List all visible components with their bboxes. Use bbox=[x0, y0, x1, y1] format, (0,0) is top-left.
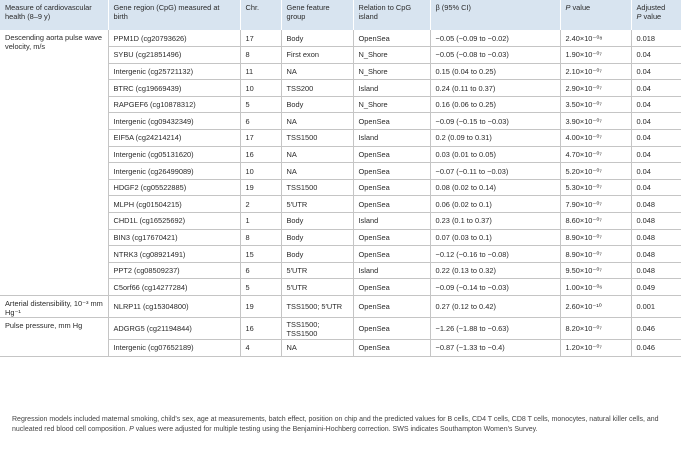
gene-region-cell: EIF5A (cg24214214) bbox=[108, 130, 240, 147]
chr-cell: 5 bbox=[240, 279, 281, 296]
feature-cell: 5′UTR bbox=[281, 262, 353, 279]
gene-region-cell: NLRP11 (cg15304800) bbox=[108, 296, 240, 318]
header-gene-region: Gene region (CpG) measured at birth bbox=[108, 0, 240, 30]
p-value-cell: 2.90×10⁻⁰⁷ bbox=[560, 80, 631, 97]
p-value-cell: 2.40×10⁻⁰⁸ bbox=[560, 30, 631, 47]
relation-cell: Island bbox=[353, 130, 430, 147]
beta-cell: −0.09 (−0.14 to −0.03) bbox=[430, 279, 560, 296]
gene-region-cell: RAPGEF6 (cg10878312) bbox=[108, 96, 240, 113]
chr-cell: 8 bbox=[240, 47, 281, 64]
feature-cell: 5′UTR bbox=[281, 279, 353, 296]
header-p-letter: P bbox=[565, 3, 571, 12]
p-value-cell: 1.00×10⁻⁰⁶ bbox=[560, 279, 631, 296]
adjusted-p-cell: 0.04 bbox=[631, 146, 681, 163]
header-adj-letter: P bbox=[636, 12, 642, 21]
gene-region-cell: BIN3 (cg17670421) bbox=[108, 229, 240, 246]
beta-cell: 0.16 (0.06 to 0.25) bbox=[430, 96, 560, 113]
chr-cell: 6 bbox=[240, 262, 281, 279]
gene-region-cell: PPM1D (cg20793626) bbox=[108, 30, 240, 47]
feature-cell: NA bbox=[281, 146, 353, 163]
adjusted-p-cell: 0.048 bbox=[631, 196, 681, 213]
beta-cell: −0.05 (−0.09 to −0.02) bbox=[430, 30, 560, 47]
gene-region-cell: NTRK3 (cg08921491) bbox=[108, 246, 240, 263]
header-chr: Chr. bbox=[240, 0, 281, 30]
relation-cell: OpenSea bbox=[353, 113, 430, 130]
chr-cell: 17 bbox=[240, 130, 281, 147]
gene-region-cell: Intergenic (cg26499089) bbox=[108, 163, 240, 180]
chr-cell: 10 bbox=[240, 163, 281, 180]
gene-region-cell: Intergenic (cg05131620) bbox=[108, 146, 240, 163]
relation-cell: OpenSea bbox=[353, 279, 430, 296]
adjusted-p-cell: 0.04 bbox=[631, 47, 681, 64]
beta-cell: 0.22 (0.13 to 0.32) bbox=[430, 262, 560, 279]
chr-cell: 4 bbox=[240, 340, 281, 357]
adjusted-p-cell: 0.018 bbox=[631, 30, 681, 47]
table-footnote bbox=[12, 415, 672, 434]
header-relation: Relation to CpG island bbox=[353, 0, 430, 30]
relation-cell: OpenSea bbox=[353, 318, 430, 340]
chr-cell: 8 bbox=[240, 229, 281, 246]
table-row bbox=[0, 318, 681, 340]
header-adjusted-p bbox=[631, 0, 681, 30]
chr-cell: 17 bbox=[240, 30, 281, 47]
gene-region-cell: C5orf66 (cg14277284) bbox=[108, 279, 240, 296]
adjusted-p-cell: 0.04 bbox=[631, 179, 681, 196]
gene-region-cell: CHD1L (cg16525692) bbox=[108, 213, 240, 230]
chr-cell: 19 bbox=[240, 296, 281, 318]
feature-cell: NA bbox=[281, 163, 353, 180]
beta-cell: 0.23 (0.1 to 0.37) bbox=[430, 213, 560, 230]
gene-region-cell: MLPH (cg01504215) bbox=[108, 196, 240, 213]
feature-cell: TSS1500; 5′UTR bbox=[281, 296, 353, 318]
p-value-cell: 8.90×10⁻⁰⁷ bbox=[560, 229, 631, 246]
chr-cell: 16 bbox=[240, 318, 281, 340]
p-value-cell: 8.60×10⁻⁰⁷ bbox=[560, 213, 631, 230]
feature-cell: TSS1500; TSS1500 bbox=[281, 318, 353, 340]
beta-cell: 0.07 (0.03 to 0.1) bbox=[430, 229, 560, 246]
p-value-cell: 3.50×10⁻⁰⁷ bbox=[560, 96, 631, 113]
adjusted-p-cell: 0.04 bbox=[631, 130, 681, 147]
adjusted-p-cell: 0.04 bbox=[631, 80, 681, 97]
relation-cell: N_Shore bbox=[353, 47, 430, 64]
p-value-cell: 9.50×10⁻⁰⁷ bbox=[560, 262, 631, 279]
feature-cell: Body bbox=[281, 229, 353, 246]
header-beta: β (95% CI) bbox=[430, 0, 560, 30]
chr-cell: 1 bbox=[240, 213, 281, 230]
chr-cell: 5 bbox=[240, 96, 281, 113]
adjusted-p-cell: 0.04 bbox=[631, 113, 681, 130]
chr-cell: 10 bbox=[240, 80, 281, 97]
beta-cell: 0.15 (0.04 to 0.25) bbox=[430, 63, 560, 80]
beta-cell: 0.06 (0.02 to 0.1) bbox=[430, 196, 560, 213]
header-adj-top: Adjusted bbox=[636, 3, 666, 12]
chr-cell: 15 bbox=[240, 246, 281, 263]
header-p-value bbox=[560, 0, 631, 30]
adjusted-p-cell: 0.046 bbox=[631, 318, 681, 340]
feature-cell: Body bbox=[281, 213, 353, 230]
adjusted-p-cell: 0.048 bbox=[631, 229, 681, 246]
gene-region-cell: SYBU (cg21851496) bbox=[108, 47, 240, 64]
gene-region-cell: HDGF2 (cg05522885) bbox=[108, 179, 240, 196]
gene-region-cell: Intergenic (cg25721132) bbox=[108, 63, 240, 80]
adjusted-p-cell: 0.046 bbox=[631, 340, 681, 357]
adjusted-p-cell: 0.048 bbox=[631, 246, 681, 263]
adjusted-p-cell: 0.04 bbox=[631, 163, 681, 180]
relation-cell: OpenSea bbox=[353, 296, 430, 318]
adjusted-p-cell: 0.04 bbox=[631, 96, 681, 113]
beta-cell: −0.09 (−0.15 to −0.03) bbox=[430, 113, 560, 130]
p-value-cell: 8.90×10⁻⁰⁷ bbox=[560, 246, 631, 263]
footnote-p-letter: P bbox=[129, 425, 134, 433]
relation-cell: N_Shore bbox=[353, 96, 430, 113]
adjusted-p-cell: 0.048 bbox=[631, 262, 681, 279]
p-value-cell: 4.00×10⁻⁰⁷ bbox=[560, 130, 631, 147]
table-row bbox=[0, 296, 681, 318]
gene-region-cell: Intergenic (cg09432349) bbox=[108, 113, 240, 130]
beta-cell: 0.27 (0.12 to 0.42) bbox=[430, 296, 560, 318]
adjusted-p-cell: 0.048 bbox=[631, 213, 681, 230]
feature-cell: TSS200 bbox=[281, 80, 353, 97]
beta-cell: −1.26 (−1.88 to −0.63) bbox=[430, 318, 560, 340]
relation-cell: N_Shore bbox=[353, 63, 430, 80]
beta-cell: 0.2 (0.09 to 0.31) bbox=[430, 130, 560, 147]
feature-cell: 5′UTR bbox=[281, 196, 353, 213]
chr-cell: 16 bbox=[240, 146, 281, 163]
adjusted-p-cell: 0.001 bbox=[631, 296, 681, 318]
relation-cell: OpenSea bbox=[353, 146, 430, 163]
measure-cell: Descending aorta pulse wave velocity, m/s bbox=[0, 30, 108, 296]
table-row bbox=[0, 30, 681, 47]
relation-cell: OpenSea bbox=[353, 30, 430, 47]
feature-cell: NA bbox=[281, 63, 353, 80]
relation-cell: OpenSea bbox=[353, 229, 430, 246]
table-body bbox=[0, 30, 681, 356]
relation-cell: OpenSea bbox=[353, 179, 430, 196]
chr-cell: 6 bbox=[240, 113, 281, 130]
beta-cell: 0.03 (0.01 to 0.05) bbox=[430, 146, 560, 163]
p-value-cell: 4.70×10⁻⁰⁷ bbox=[560, 146, 631, 163]
adjusted-p-cell: 0.04 bbox=[631, 63, 681, 80]
beta-cell: 0.08 (0.02 to 0.14) bbox=[430, 179, 560, 196]
chr-cell: 2 bbox=[240, 196, 281, 213]
p-value-cell: 3.90×10⁻⁰⁷ bbox=[560, 113, 631, 130]
relation-cell: OpenSea bbox=[353, 163, 430, 180]
beta-cell: −0.05 (−0.08 to −0.03) bbox=[430, 47, 560, 64]
p-value-cell: 1.20×10⁻⁰⁷ bbox=[560, 340, 631, 357]
relation-cell: OpenSea bbox=[353, 340, 430, 357]
gene-region-cell: ADGRG5 (cg21194844) bbox=[108, 318, 240, 340]
measure-cell: Pulse pressure, mm Hg bbox=[0, 318, 108, 357]
relation-cell: Island bbox=[353, 80, 430, 97]
gene-region-cell: PPT2 (cg08509237) bbox=[108, 262, 240, 279]
p-value-cell: 8.20×10⁻⁰⁷ bbox=[560, 318, 631, 340]
header-p-rest: value bbox=[570, 3, 591, 12]
chr-cell: 11 bbox=[240, 63, 281, 80]
p-value-cell: 5.20×10⁻⁰⁷ bbox=[560, 163, 631, 180]
footnote-part1: Regression models included maternal smoking, child's sex, age at measurements, batch effect, position on chip and the predicted values for B cells, CD4 T cells, CD8 T cells, monocytes, natural killer cells, and nucleated red blood cell composition. bbox=[12, 416, 659, 433]
header-feature: Gene feature group bbox=[281, 0, 353, 30]
relation-cell: Island bbox=[353, 213, 430, 230]
adjusted-p-cell: 0.049 bbox=[631, 279, 681, 296]
gene-region-cell: Intergenic (cg07652189) bbox=[108, 340, 240, 357]
feature-cell: TSS1500 bbox=[281, 179, 353, 196]
p-value-cell: 1.90×10⁻⁰⁷ bbox=[560, 47, 631, 64]
relation-cell: OpenSea bbox=[353, 246, 430, 263]
beta-cell: −0.12 (−0.16 to −0.08) bbox=[430, 246, 560, 263]
footnote-part2: values were adjusted for multiple testing using the Benjamini-Hochberg correction. SWS indicates Southampton Women's Survey. bbox=[133, 425, 538, 433]
feature-cell: NA bbox=[281, 113, 353, 130]
feature-cell: TSS1500 bbox=[281, 130, 353, 147]
p-value-cell: 2.60×10⁻¹⁰ bbox=[560, 296, 631, 318]
gene-region-cell: BTRC (cg19669439) bbox=[108, 80, 240, 97]
chr-cell: 19 bbox=[240, 179, 281, 196]
feature-cell: Body bbox=[281, 96, 353, 113]
table-header bbox=[0, 0, 681, 30]
beta-cell: −0.07 (−0.11 to −0.03) bbox=[430, 163, 560, 180]
header-measure: Measure of cardiovascular health (8–9 y) bbox=[0, 0, 108, 30]
feature-cell: First exon bbox=[281, 47, 353, 64]
feature-cell: Body bbox=[281, 30, 353, 47]
p-value-cell: 2.10×10⁻⁰⁷ bbox=[560, 63, 631, 80]
p-value-cell: 7.90×10⁻⁰⁷ bbox=[560, 196, 631, 213]
p-value-cell: 5.30×10⁻⁰⁷ bbox=[560, 179, 631, 196]
relation-cell: OpenSea bbox=[353, 196, 430, 213]
relation-cell: Island bbox=[353, 262, 430, 279]
feature-cell: Body bbox=[281, 246, 353, 263]
measure-cell: Arterial distensibility, 10⁻³ mm Hg⁻¹ bbox=[0, 296, 108, 318]
beta-cell: 0.24 (0.11 to 0.37) bbox=[430, 80, 560, 97]
feature-cell: NA bbox=[281, 340, 353, 357]
header-adj-rest: value bbox=[641, 12, 662, 21]
beta-cell: −0.87 (−1.33 to −0.4) bbox=[430, 340, 560, 357]
